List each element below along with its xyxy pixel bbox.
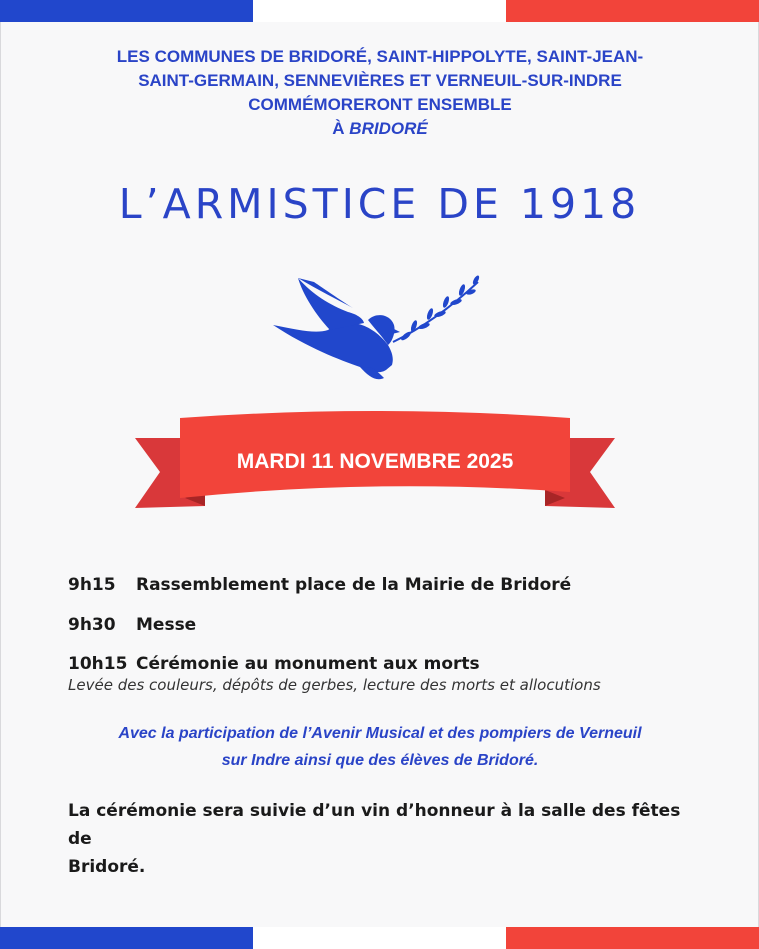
- page-title: L’ARMISTICE DE 1918: [118, 180, 641, 228]
- participation-note: [60, 720, 700, 774]
- closing-line-2: Bridoré.: [68, 857, 146, 877]
- schedule-time: 9h30: [68, 615, 116, 635]
- intro-place: BRIDORÉ: [349, 119, 428, 138]
- date-ribbon: [130, 410, 620, 520]
- intro-text: [60, 45, 700, 141]
- schedule-time: 10h15: [68, 654, 128, 674]
- participation-line-2: sur Indre ainsi que des élèves de Bridoré.: [221, 752, 539, 769]
- flag-stripe-white-bottom: [253, 927, 506, 949]
- schedule-label: Rassemblement place de la Mairie de Bridoré: [136, 575, 572, 595]
- intro-line-1: LES COMMUNES DE BRIDORÉ, SAINT-HIPPOLYTE, SAINT-JEAN-: [116, 47, 644, 66]
- participation-line-1: Avec la participation de l’Avenir Musical et des pompiers de Verneuil: [118, 725, 642, 742]
- closing-line-1: La cérémonie sera suivie d’un vin d’honneur à la salle des fêtes de: [68, 801, 681, 849]
- schedule-time: 9h15: [68, 575, 116, 595]
- dove-with-olive-branch-icon: [268, 270, 488, 390]
- flag-stripe-white-top: [253, 0, 506, 22]
- ribbon-date: MARDI 11 NOVEMBRE 2025: [236, 450, 514, 473]
- flag-stripe-blue-top: [0, 0, 253, 22]
- schedule-label: Messe: [136, 615, 197, 635]
- schedule-detail: Levée des couleurs, dépôts de gerbes, lecture des morts et allocutions: [68, 676, 601, 694]
- schedule-item: [68, 615, 718, 635]
- schedule-item: [68, 575, 718, 595]
- schedule-label: Cérémonie au monument aux morts: [136, 654, 480, 674]
- intro-line-2: SAINT-GERMAIN, SENNEVIÈRES ET VERNEUIL-SUR-INDRE: [138, 71, 622, 90]
- closing-note: [68, 797, 708, 881]
- flag-stripe-red-top: [506, 0, 759, 22]
- intro-line-3: COMMÉMORERONT ENSEMBLE: [248, 95, 512, 114]
- intro-line-4: [60, 117, 700, 141]
- schedule-item: [68, 654, 718, 694]
- flag-stripe-blue-bottom: [0, 927, 253, 949]
- intro-prefix: À: [332, 119, 350, 138]
- flag-stripe-red-bottom: [506, 927, 759, 949]
